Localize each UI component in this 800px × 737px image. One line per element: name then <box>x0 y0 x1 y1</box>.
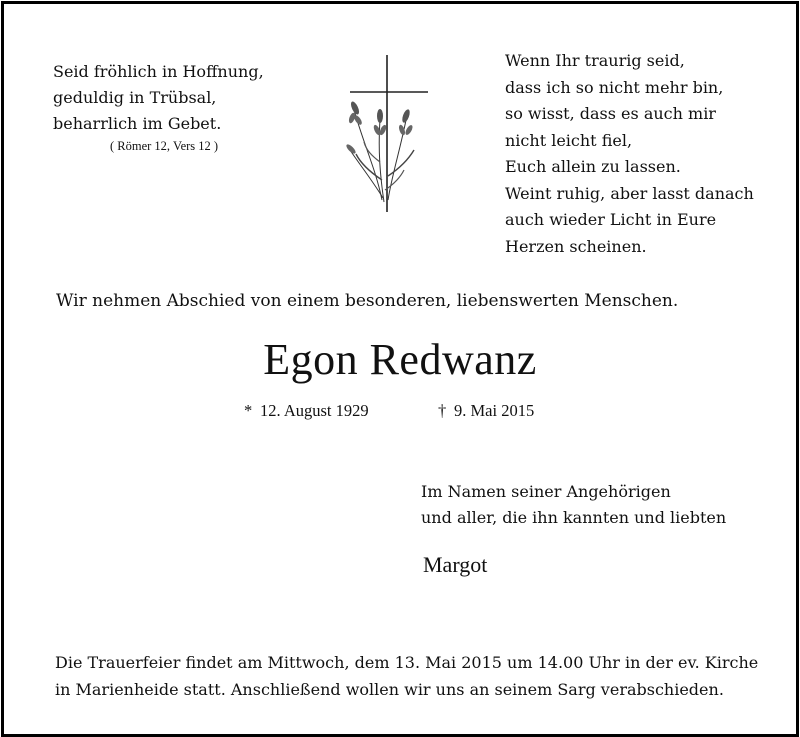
service-line: Die Trauerfeier findet am Mittwoch, dem 13. Mai 2015 um 14.00 Uhr in der ev. Kirche <box>55 653 759 672</box>
verse-right-line: nicht leicht fiel, <box>505 130 633 150</box>
verse-left <box>53 59 264 155</box>
signer-name: Margot <box>423 552 488 577</box>
verse-left-line: beharrlich im Gebet. <box>53 114 222 133</box>
birth-date: 12. August 1929 <box>260 401 369 420</box>
death-date: 9. Mai 2015 <box>454 401 535 420</box>
service-line: in Marienheide statt. Anschließend wollen wir uns an seinem Sarg verabschieden. <box>55 680 724 699</box>
obituary-notice <box>1 1 799 737</box>
birth-symbol: * <box>244 401 253 420</box>
verse-left-line: Seid fröhlich in Hoffnung, <box>53 62 264 81</box>
deceased-name: Egon Redwanz <box>263 335 537 384</box>
verse-right-line: so wisst, dass es auch mir <box>505 104 716 123</box>
verse-right <box>505 48 754 260</box>
verse-right-line: Wenn Ihr traurig seid, <box>505 51 685 70</box>
verse-right-line: Herzen scheinen. <box>505 236 647 256</box>
verse-right-line: dass ich so nicht mehr bin, <box>505 77 724 97</box>
family-mourners <box>421 479 726 531</box>
death-symbol: † <box>438 401 447 420</box>
verse-right-line: Weint ruhig, aber lasst danach <box>505 183 754 203</box>
farewell-intro: Wir nehmen Abschied von einem besonderen, liebenswerten Menschen. <box>56 291 679 311</box>
verse-right-line: auch wieder Licht in Eure <box>505 210 717 229</box>
funeral-service-info <box>55 649 758 703</box>
family-line: und aller, die ihn kannten und liebten <box>421 508 727 527</box>
birth-date-line <box>244 400 369 422</box>
verse-right-line: Euch allein zu lassen. <box>505 157 681 176</box>
cross-with-wheat-icon <box>342 50 432 216</box>
death-date-line <box>438 400 534 422</box>
verse-left-line: geduldig in Trübsal, <box>53 88 217 107</box>
family-line: Im Namen seiner Angehörigen <box>421 482 671 501</box>
verse-reference: ( Römer 12, Vers 12 ) <box>110 139 219 153</box>
